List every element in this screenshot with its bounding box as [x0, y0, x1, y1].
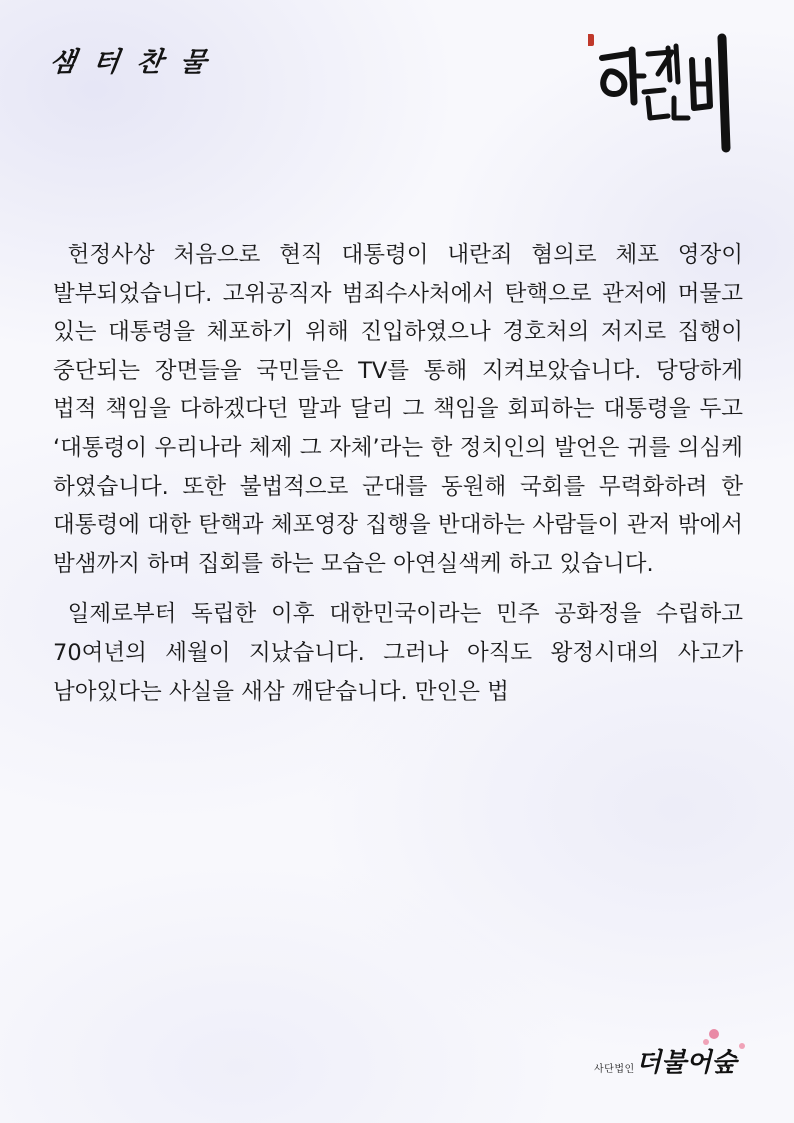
organization-name: 더불어숲 [636, 1048, 737, 1078]
article-paragraph-1: 헌정사상 처음으로 현직 대통령이 내란죄 혐의로 체포 영장이 발부되었습니다. 고위공직자 범죄수사처에서 탄핵으로 관저에 머물고 있는 대통령을 체포하기 위해 진입하였으나 경호처의 저지로 집행이 중단되는 장면들을 국민들은 TV를 통해 지켜보았습니다. 당당하게 법적 책임을 다하겠다던 말과 달리 그 책임을 회피하는 대통령을 두고 ‘대통령이 우리나라 체제 그 자체’라는 한 정치인의 발언은 귀를 의심케 하였습니다. 또한 불법적으로 군대를 동원해 국회를 무력화하려 한 대통령에 대한 탄핵과 체포영장 집행을 반대하는 사람들이 관저 밖에서 밤샘까지 하며 집회를 하는 모습은 아연실색케 하고 있습니다. [53, 242, 743, 577]
column-title: 샘 터 찬 물 [47, 47, 213, 78]
organization-prefix: 사단법인 [594, 1064, 635, 1075]
calligraphy-logo [588, 28, 738, 158]
seal-icon [588, 34, 594, 46]
article-body [53, 236, 743, 723]
article-paragraph-2: 일제로부터 독립한 이후 대한민국이라는 민주 공화정을 수립하고 70여년의 세월이 지났습니다. 그러나 아직도 왕정시대의 사고가 남아있다는 사실을 새삼 깨닫습니다. 만인은 법 [53, 601, 743, 705]
feature-title-calligraphy [588, 28, 738, 158]
organization-logo [586, 1026, 756, 1086]
